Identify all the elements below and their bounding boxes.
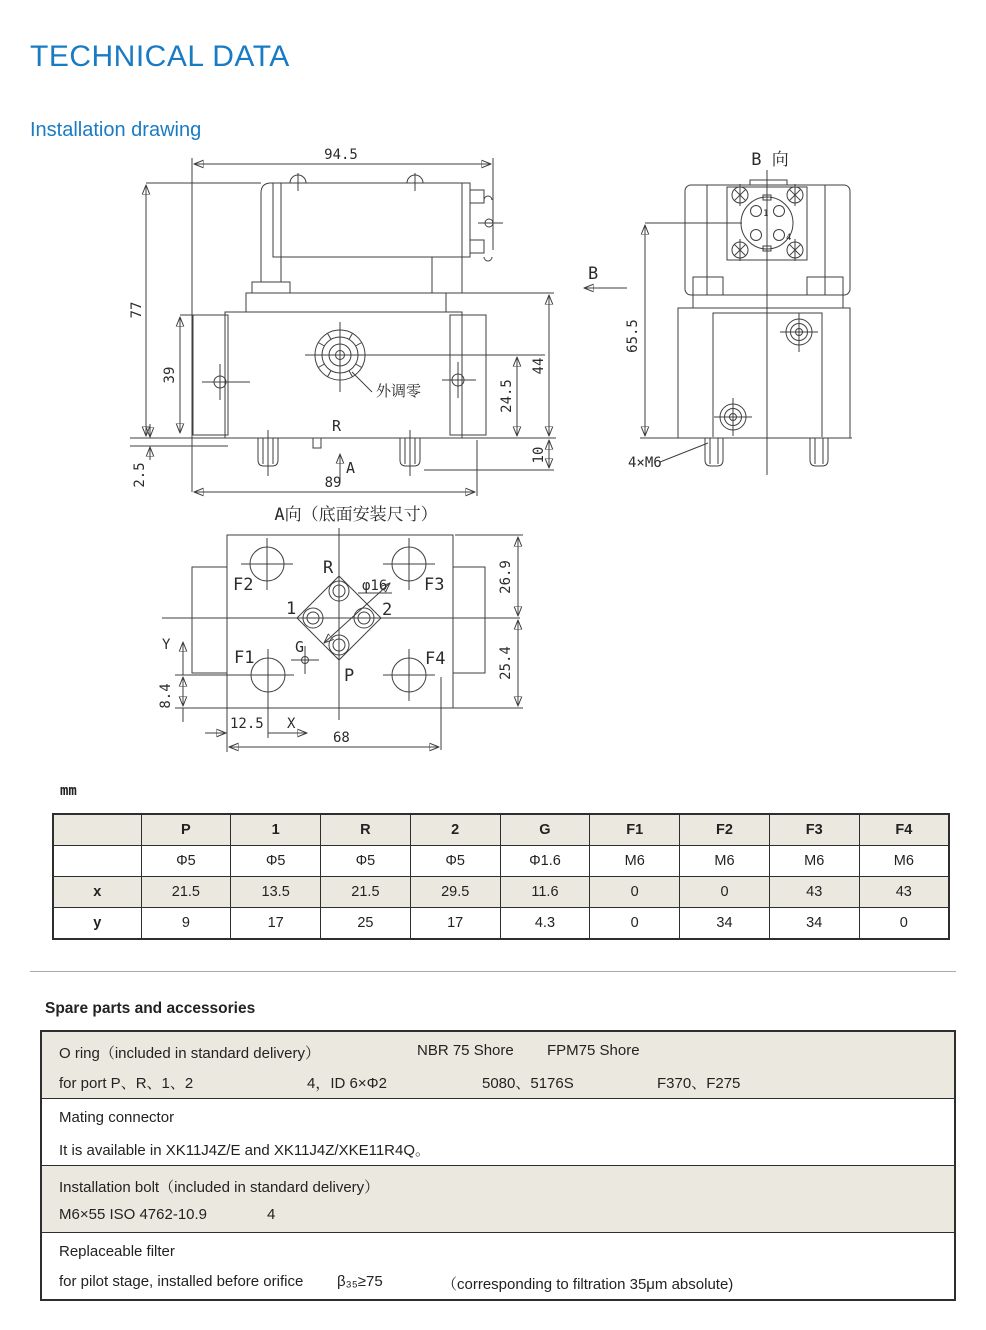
side-dim-65-5: 65.5	[625, 319, 641, 353]
front-dim-39: 39	[162, 366, 178, 384]
bottom-dim-26-9: 26.9	[498, 560, 514, 594]
cell-dia-1: Φ5	[231, 846, 321, 877]
cell-y-f1: 0	[590, 908, 680, 940]
replaceable-filter-detail: for pilot stage, installed before orifice	[59, 1273, 304, 1290]
table-row-x	[53, 877, 949, 908]
o-ring-fpm: FPM75 Shore	[547, 1042, 640, 1059]
o-ring-ports: for port P、R、1、2	[59, 1075, 194, 1092]
cell-dia-r: Φ5	[321, 846, 411, 877]
cell-y-2: 17	[410, 908, 500, 940]
mating-connector-detail: It is available in XK11J4Z/E and XK11J4Z/XKE11R4Q。	[59, 1142, 431, 1159]
section-divider	[30, 971, 956, 972]
cell-y-1: 17	[231, 908, 321, 940]
header-r: R	[321, 814, 411, 846]
o-ring-nbr: NBR 75 Shore	[417, 1042, 514, 1059]
front-dim-2-5: 2.5	[132, 462, 148, 488]
spare-row-installation-bolt	[42, 1166, 954, 1233]
row-label-y: y	[53, 908, 141, 940]
side-view-drawing	[625, 150, 852, 475]
table-row-diameter	[53, 846, 949, 877]
cell-dia-g: Φ1.6	[500, 846, 590, 877]
o-ring-qty-size: 4，ID 6×Φ2	[307, 1075, 387, 1092]
bottom-port-1-label: 1	[286, 599, 297, 619]
cell-dia-p: Φ5	[141, 846, 231, 877]
installation-drawing	[0, 140, 986, 790]
connector-pin-4-label: 4	[786, 233, 792, 243]
port-dimension-table	[52, 813, 950, 940]
front-dim-24-5: 24.5	[499, 379, 515, 413]
connector-pin-1-label: 1	[763, 209, 769, 219]
spare-row-mating-connector	[42, 1099, 954, 1166]
row-label-x: x	[53, 877, 141, 908]
cell-dia-f4: M6	[859, 846, 949, 877]
bottom-dim-12-5: 12.5	[230, 716, 264, 732]
bottom-axis-y-label: Y	[162, 637, 171, 653]
installation-bolt-spec: M6×55 ISO 4762-10.9	[59, 1206, 208, 1223]
header-g: G	[500, 814, 590, 846]
front-dim-77: 77	[129, 301, 145, 319]
bottom-port-2-label: 2	[382, 600, 393, 620]
side-bolt-callout: 4×M6	[628, 455, 662, 471]
replaceable-filter-note: （corresponding to filtration 35μm absolute)	[442, 1276, 734, 1293]
header-f2: F2	[680, 814, 770, 846]
replaceable-filter-title: Replaceable filter	[59, 1243, 175, 1260]
header-p: P	[141, 814, 231, 846]
section-heading-installation-drawing: Installation drawing	[30, 118, 202, 141]
installation-bolt-title: Installation bolt（included in standard delivery）	[59, 1179, 380, 1196]
cell-y-g: 4.3	[500, 908, 590, 940]
row-label-diameter	[53, 846, 141, 877]
front-section-b-label: B	[588, 264, 599, 284]
bottom-axis-x-label: X	[287, 716, 296, 732]
cell-y-r: 25	[321, 908, 411, 940]
front-zero-adjust-label: 外调零	[376, 382, 422, 400]
mating-connector-title: Mating connector	[59, 1109, 175, 1126]
o-ring-nbr-codes: 5080、5176S	[482, 1075, 574, 1092]
side-view-title: B 向	[751, 150, 789, 170]
cell-x-r: 21.5	[321, 877, 411, 908]
cell-x-f3: 43	[769, 877, 859, 908]
cell-x-g: 11.6	[500, 877, 590, 908]
table-row-y	[53, 908, 949, 940]
bottom-dim-8-4: 8.4	[158, 683, 174, 709]
header-2: 2	[410, 814, 500, 846]
cell-y-p: 9	[141, 908, 231, 940]
front-dim-94-5: 94.5	[324, 147, 358, 163]
cell-x-f4: 43	[859, 877, 949, 908]
spare-parts-table	[40, 1030, 956, 1301]
bottom-view-drawing	[158, 528, 523, 752]
header-f1: F1	[590, 814, 680, 846]
spare-row-o-ring	[42, 1032, 954, 1099]
bottom-port-g-label: G	[295, 638, 305, 656]
header-blank	[53, 814, 141, 846]
bottom-f2-label: F2	[233, 575, 254, 595]
cell-dia-f2: M6	[680, 846, 770, 877]
bottom-f3-label: F3	[424, 575, 445, 595]
header-1: 1	[231, 814, 321, 846]
table-header-row	[53, 814, 949, 846]
bottom-f4-label: F4	[425, 649, 446, 669]
front-section-a-label: A	[346, 459, 356, 477]
cell-x-f1: 0	[590, 877, 680, 908]
header-f4: F4	[859, 814, 949, 846]
front-view-drawing	[129, 147, 627, 525]
cell-x-f2: 0	[680, 877, 770, 908]
cell-y-f3: 34	[769, 908, 859, 940]
units-label: mm	[60, 783, 77, 799]
bottom-f1-label: F1	[234, 648, 255, 668]
o-ring-fpm-codes: F370、F275	[657, 1075, 741, 1092]
cell-x-1: 13.5	[231, 877, 321, 908]
bottom-dim-68: 68	[333, 730, 350, 746]
installation-bolt-qty: 4	[267, 1206, 276, 1223]
spare-parts-heading: Spare parts and accessories	[45, 1000, 256, 1017]
spare-row-replaceable-filter	[42, 1233, 954, 1299]
cell-x-p: 21.5	[141, 877, 231, 908]
front-port-r-label: R	[332, 417, 342, 435]
cell-dia-f3: M6	[769, 846, 859, 877]
header-f3: F3	[769, 814, 859, 846]
page-title: TECHNICAL DATA	[30, 40, 290, 74]
front-dim-44: 44	[531, 357, 547, 375]
cell-x-2: 29.5	[410, 877, 500, 908]
bottom-dia-16-label: φ16	[362, 578, 388, 594]
o-ring-title: O ring（included in standard delivery）	[59, 1045, 320, 1062]
front-dim-10: 10	[531, 446, 547, 464]
front-dim-89: 89	[324, 475, 342, 491]
cell-y-f2: 34	[680, 908, 770, 940]
bottom-dim-25-4: 25.4	[498, 646, 514, 680]
bottom-port-p-label: P	[344, 666, 355, 686]
bottom-port-r-label: R	[323, 558, 334, 578]
cell-y-f4: 0	[859, 908, 949, 940]
replaceable-filter-beta: β₃₅≥75	[337, 1273, 383, 1290]
cell-dia-2: Φ5	[410, 846, 500, 877]
cell-dia-f1: M6	[590, 846, 680, 877]
bottom-view-caption: A向（底面安装尺寸）	[274, 505, 438, 525]
